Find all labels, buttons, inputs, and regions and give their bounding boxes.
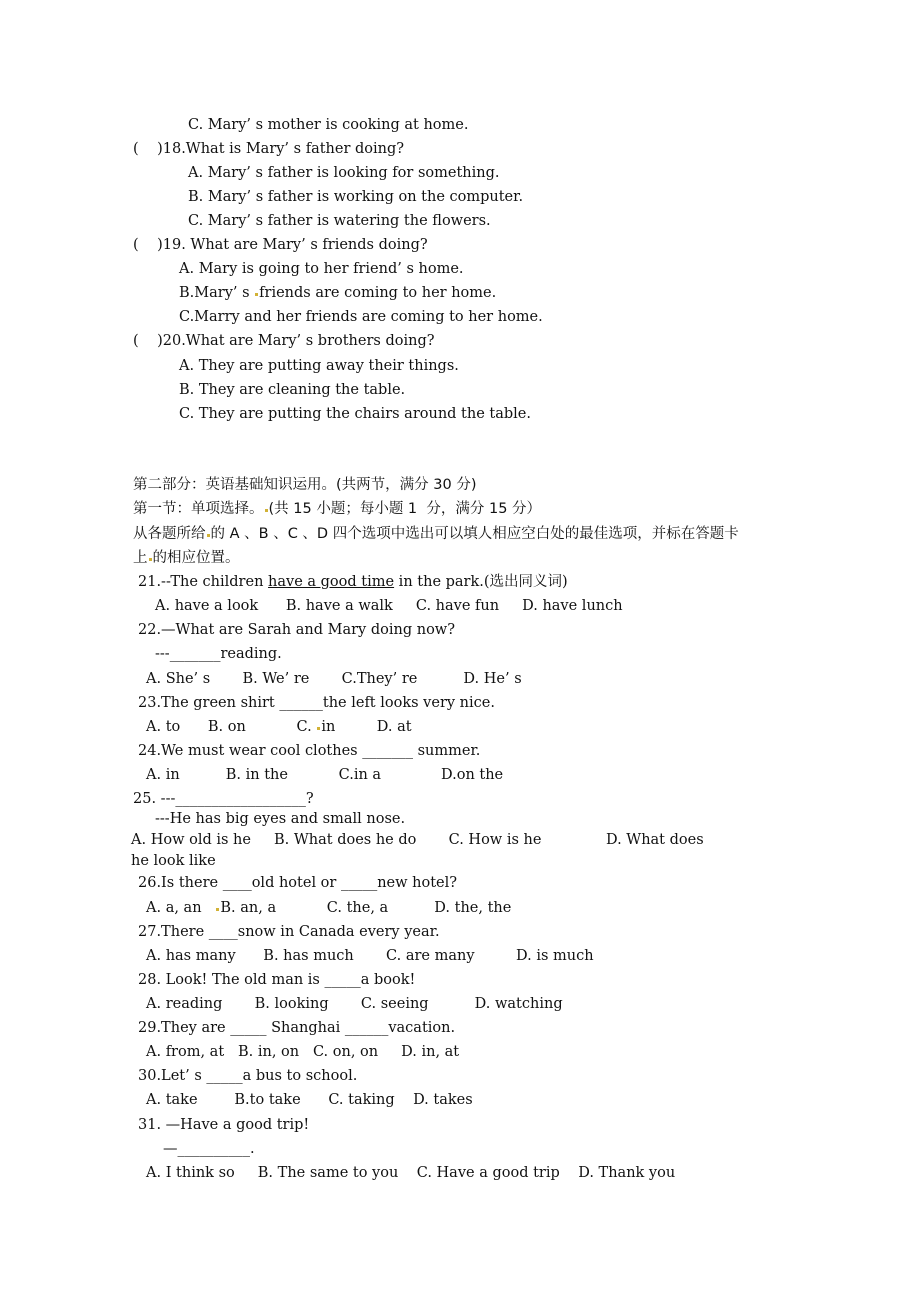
- q22-question: 22.—What are Sarah and Mary doing now?: [138, 622, 455, 638]
- q20-option-a: A. They are putting away their things.: [179, 358, 459, 374]
- q27-question: 27.There ____snow in Canada every year.: [138, 924, 440, 940]
- q25-options: A. How old is he B. What does he do C. How is he D. What does: [131, 832, 704, 848]
- q21-options: A. have a look B. have a walk C. have fun D. have lunch: [155, 598, 623, 614]
- q18-option-b: B. Mary’ s father is working on the computer.: [188, 189, 524, 205]
- q30-question: 30.Let’ s _____a bus to school.: [138, 1068, 358, 1084]
- q20-question: ( )20.What are Mary’ s brothers doing?: [133, 333, 435, 349]
- q23-question: 23.The green shirt ______the left looks very nice.: [138, 695, 495, 711]
- speck-mark: [216, 908, 219, 911]
- q29-options: A. from, at B. in, on C. on, on D. in, at: [146, 1044, 460, 1060]
- q21-question: 21.--The children have a good time in the park.(选出同义词): [138, 574, 568, 590]
- q24-options: A. in B. in the C.in a D.on the: [146, 767, 504, 783]
- section1-heading: 第一节：单项选择。 (共 15 小题；每小题 1 分，满分 15 分）: [133, 501, 542, 517]
- speck-mark: [265, 509, 268, 512]
- q20-option-c: C. They are putting the chairs around the table.: [179, 406, 531, 422]
- q18-question: ( )18.What is Mary’ s father doing?: [133, 141, 405, 157]
- q19-option-b: B.Mary’ s friends are coming to her home.: [179, 285, 497, 301]
- instructions-line-1: 从各题所给 的 A 、B 、C 、D 四个选项中选出可以填人相应空白处的最佳选项，并标在答题卡: [133, 526, 739, 542]
- q28-options: A. reading B. looking C. seeing D. watching: [146, 996, 563, 1012]
- q25-answer: ---He has big eyes and small nose.: [155, 811, 406, 827]
- speck-mark: [207, 534, 210, 537]
- q30-options: A. take B.to take C. taking D. takes: [146, 1092, 473, 1108]
- q26-options: A. a, an B. an, a C. the, a D. the, the: [146, 900, 512, 916]
- q29-question: 29.They are _____ Shanghai ______vacation.: [138, 1020, 456, 1036]
- q18-option-a: A. Mary’ s father is looking for something.: [188, 165, 500, 181]
- q20-option-b: B. They are cleaning the table.: [179, 382, 406, 398]
- q19-option-a: A. Mary is going to her friend’ s home.: [179, 261, 464, 277]
- q22-options: A. She’ s B. We’ re C.They’ re D. He’ s: [146, 671, 522, 687]
- speck-mark: [149, 558, 152, 561]
- q28-question: 28. Look! The old man is _____a book!: [138, 972, 416, 988]
- q31-blank: —__________.: [163, 1141, 255, 1157]
- q24-question: 24.We must wear cool clothes _______ summer.: [138, 743, 481, 759]
- speck-mark: [255, 293, 258, 296]
- q23-options: A. to B. on C. in D. at: [146, 719, 412, 735]
- q31-options: A. I think so B. The same to you C. Have a good trip D. Thank you: [146, 1165, 676, 1181]
- instructions-line-2: 上 的相应位置。: [133, 550, 240, 566]
- speck-mark: [317, 727, 320, 730]
- q19-option-c: C.Marry and her friends are coming to her home.: [179, 309, 543, 325]
- q25-options-cont: he look like: [131, 853, 216, 869]
- q18-option-c: C. Mary’ s father is watering the flowers.: [188, 213, 491, 229]
- q17-option-c: C. Mary’ s mother is cooking at home.: [188, 117, 469, 133]
- q21-underlined-phrase: have a good time: [268, 574, 395, 590]
- q25-question: 25. ---__________________?: [133, 791, 314, 807]
- q19-question: ( )19. What are Mary’ s friends doing?: [133, 237, 428, 253]
- q22-blank: ---_______reading.: [155, 646, 282, 662]
- q27-options: A. has many B. has much C. are many D. is much: [146, 948, 594, 964]
- part2-heading: 第二部分：英语基础知识运用。(共两节，满分 30 分): [133, 477, 477, 493]
- q31-question: 31. —Have a good trip!: [138, 1117, 310, 1133]
- q26-question: 26.Is there ____old hotel or _____new hotel?: [138, 875, 458, 891]
